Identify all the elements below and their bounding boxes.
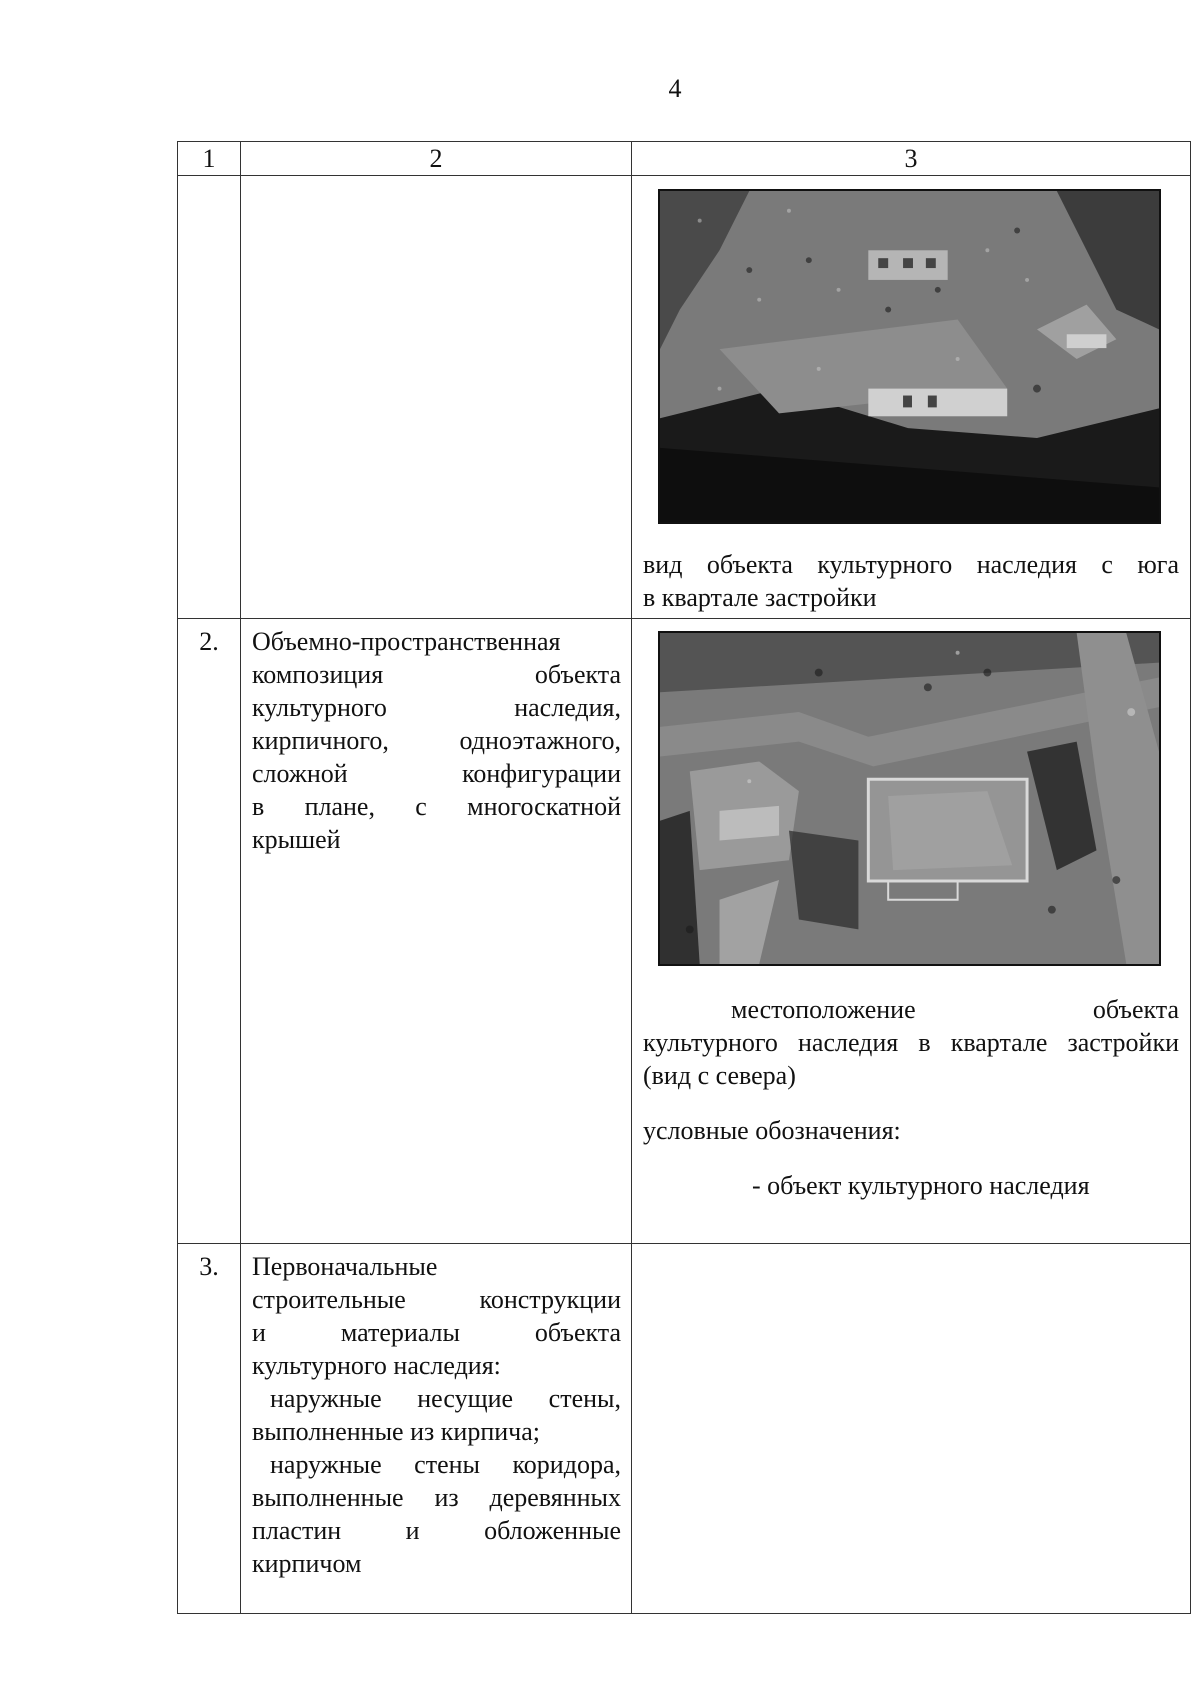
desc-line: культурного наследия, — [252, 693, 621, 722]
desc-line: культурного наследия: — [252, 1351, 501, 1380]
desc-line: и материалы объекта — [252, 1318, 621, 1347]
desc-line: Первоначальные — [252, 1252, 438, 1281]
row-photo-cell — [632, 176, 1191, 619]
legend-label: - объект культурного наследия — [752, 1171, 1090, 1200]
heritage-table — [177, 141, 1191, 1614]
aerial-photo-south-view — [658, 189, 1161, 524]
legend-title: условные обозначения: — [643, 1116, 901, 1145]
desc-line: строительные конструкции — [252, 1285, 621, 1314]
legend-item — [632, 1169, 1190, 1202]
row-number: 3. — [178, 1244, 241, 1614]
table-row — [178, 176, 1191, 619]
photo-caption-line: местоположение объекта — [731, 995, 1179, 1024]
row-description — [241, 176, 632, 619]
desc-line: кирпичного, одноэтажного, — [252, 726, 621, 755]
header-cell-2: 2 — [241, 142, 632, 176]
desc-line: выполненные из кирпича; — [252, 1417, 540, 1446]
desc-line: крышей — [252, 825, 341, 854]
table-row — [178, 1244, 1191, 1614]
row-photo-cell — [632, 619, 1191, 1244]
page-number: 4 — [668, 74, 682, 103]
row-empty-cell — [632, 1244, 1191, 1614]
row-number: 2. — [178, 619, 241, 1244]
header-cell-3: 3 — [632, 142, 1191, 176]
photo-caption-line: в квартале застройки — [643, 583, 877, 612]
table-header-row — [178, 142, 1191, 176]
photo-caption-line: вид объекта культурного наследия с юга — [643, 550, 1179, 579]
desc-line: сложной конфигурации — [252, 759, 621, 788]
row-description — [241, 1244, 632, 1614]
desc-line: выполненные из деревянных — [252, 1483, 621, 1512]
desc-line: в плане, с многоскатной — [252, 792, 621, 821]
photo-caption-line: культурного наследия в квартале застройки — [643, 1028, 1179, 1057]
aerial-photo-north-view — [658, 631, 1161, 966]
desc-line: Объемно-пространственная — [252, 627, 561, 656]
desc-line: наружные стены коридора, — [270, 1450, 621, 1479]
table-row — [178, 619, 1191, 1244]
desc-line: пластин и обложенные — [252, 1516, 621, 1545]
desc-line: композиция объекта — [252, 660, 621, 689]
row-description — [241, 619, 632, 1244]
header-cell-1: 1 — [178, 142, 241, 176]
row-number — [178, 176, 241, 619]
desc-line: наружные несущие стены, — [270, 1384, 621, 1413]
desc-line: кирпичом — [252, 1549, 362, 1578]
photo-caption-line: (вид с севера) — [643, 1061, 796, 1090]
